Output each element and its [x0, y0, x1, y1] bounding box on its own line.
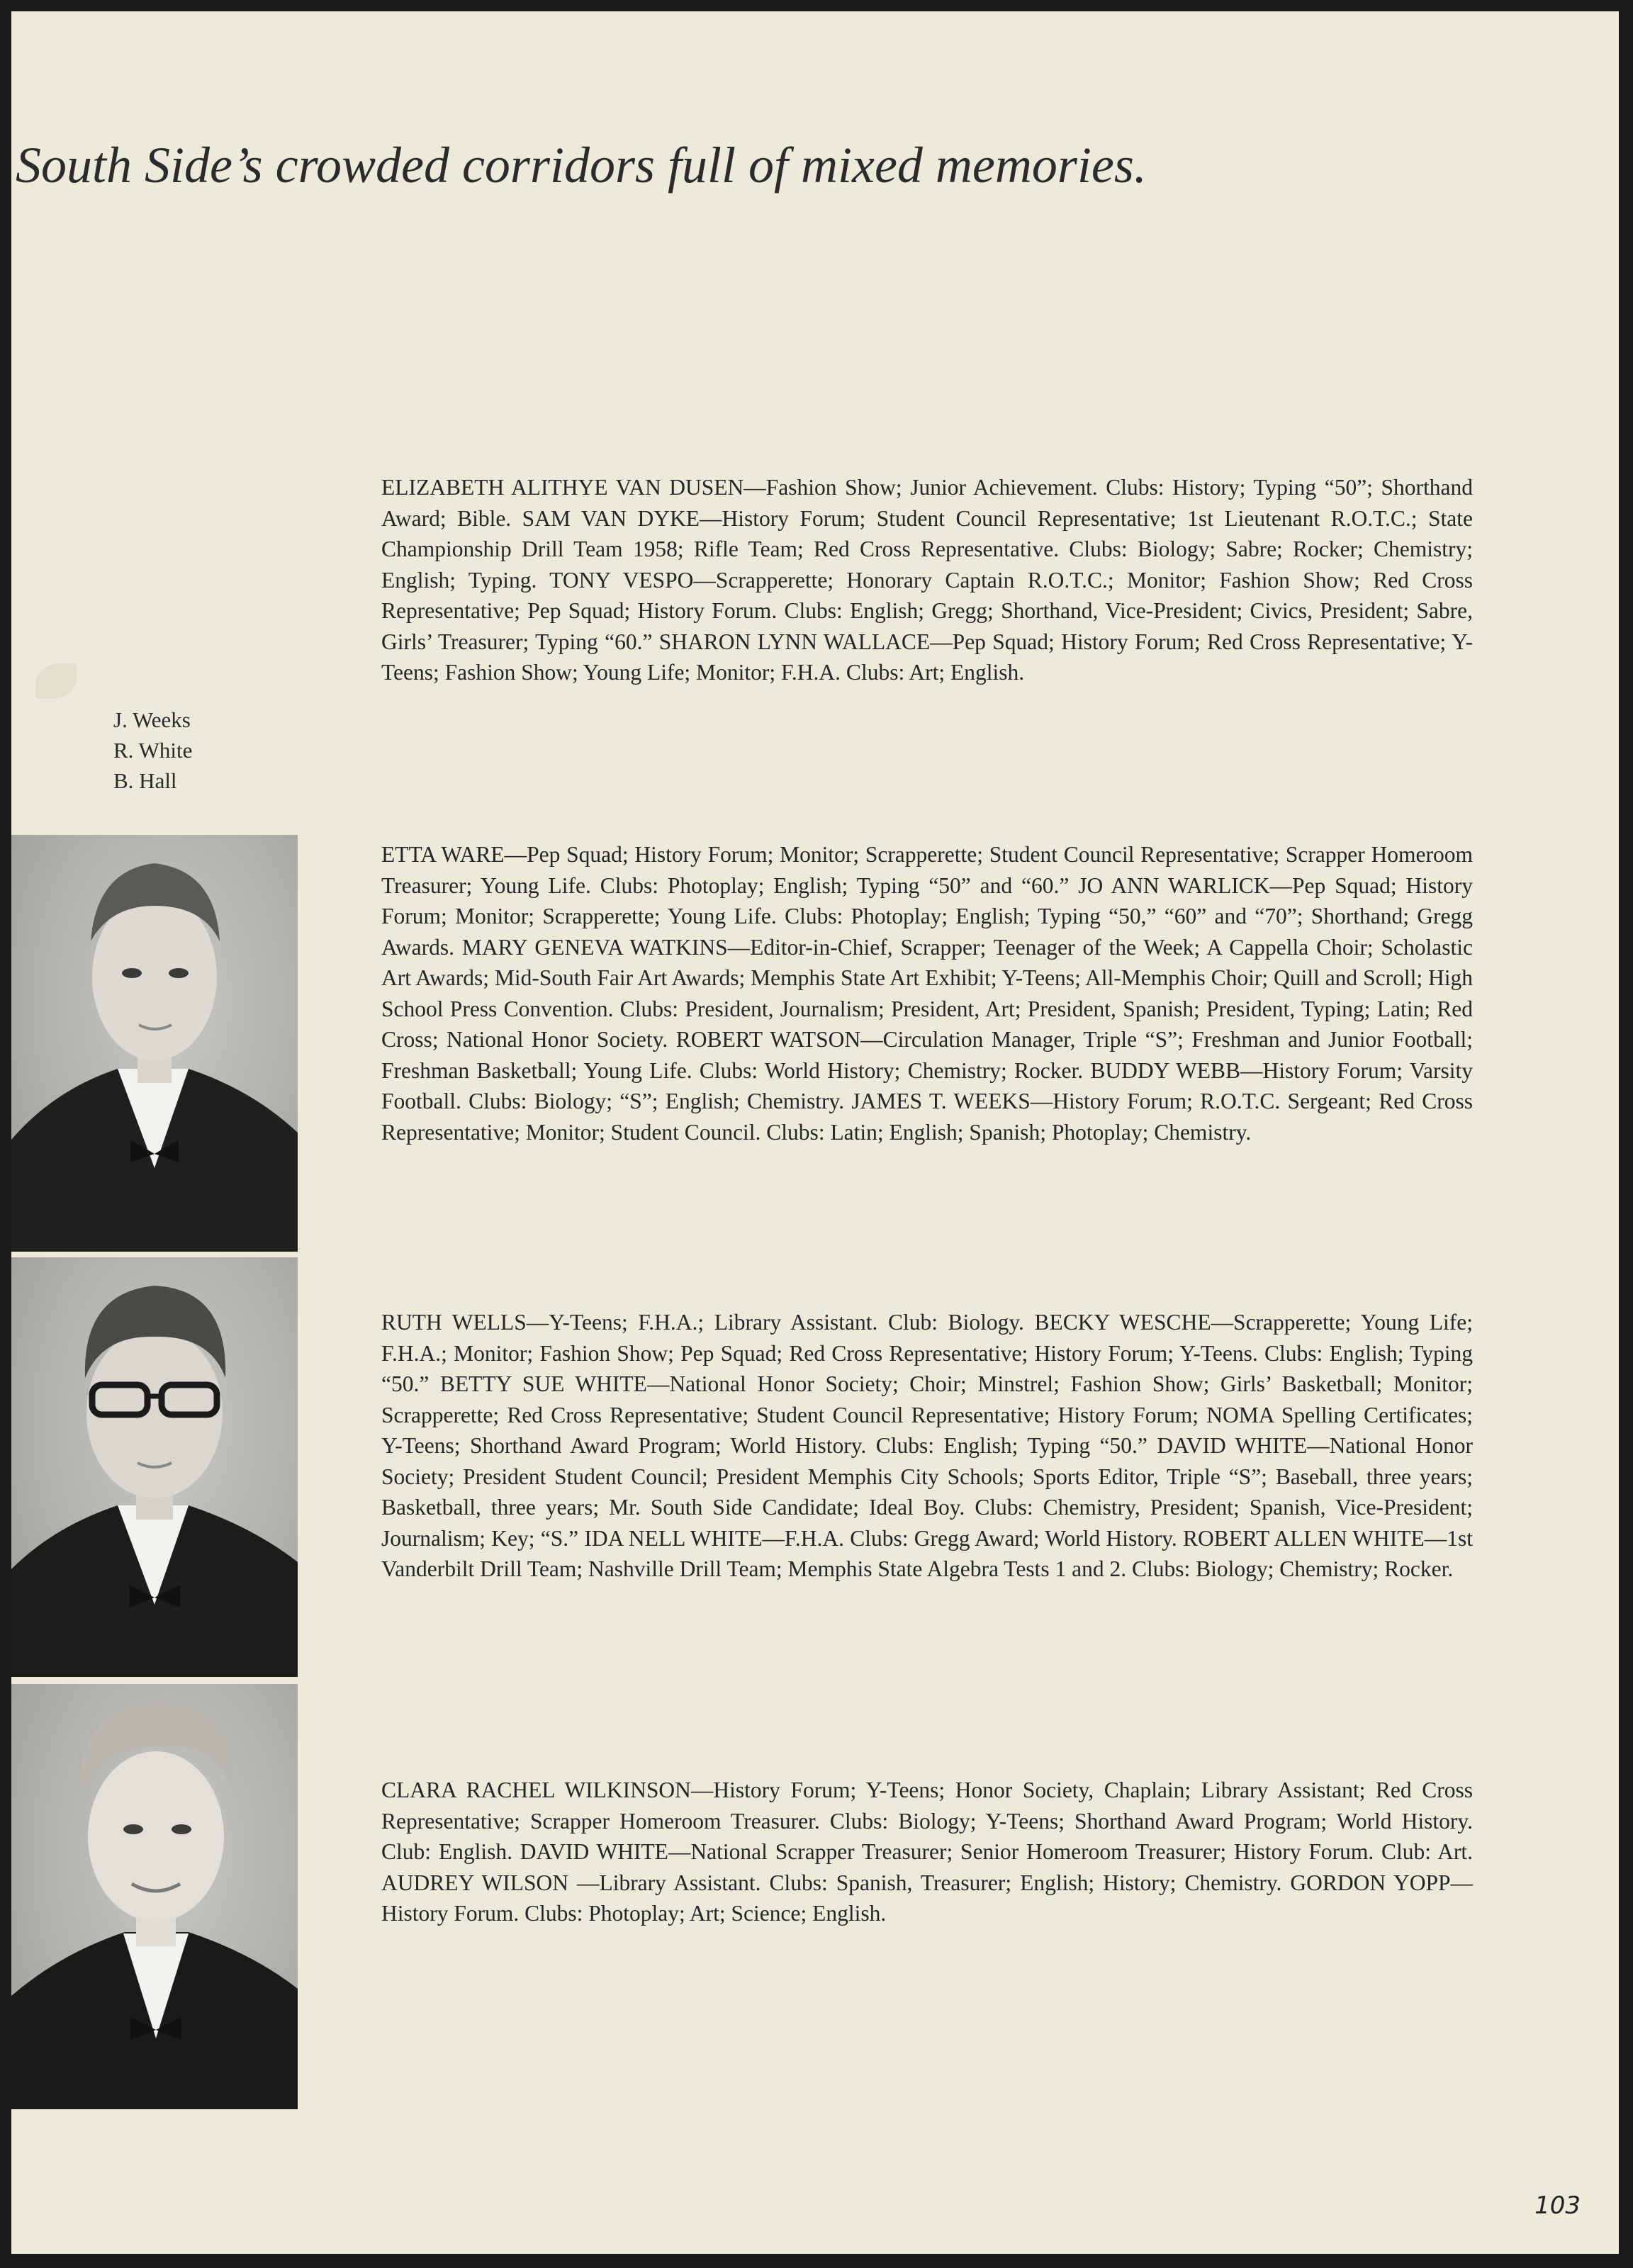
caption-white: R. White — [113, 738, 193, 763]
portrait-photo-white — [11, 1257, 298, 1677]
caption-weeks: J. Weeks — [113, 707, 191, 732]
page-number: 103 — [1534, 2191, 1581, 2220]
photo-captions — [113, 704, 192, 796]
bio-paragraph-wilkinson: CLARA RACHEL WILKINSON—History Forum; Y-Teens; Honor Society, Chaplain; Library Assistant; Red Cross Representative; Scrapper Homeroom Treasurer. Clubs: Biology; Y-Teens; Shorthand Award Program; World History. Club: English. DAVID WHITE—National Scrapper Treasurer; Senior Homeroom Treasurer; History Forum. Club: Art. AUDREY WILSON —Library Assistant. Clubs: Spanish, Treasurer; English; History; Chemistry. GORDON YOPP—History Forum. Clubs: Photoplay; Art; Science; English. — [381, 1778, 1473, 1926]
bio-paragraph-van-dusen: ELIZABETH ALITHYE VAN DUSEN—Fashion Show; Junior Achievement. Clubs: History; Typing “50”; Shorthand Award; Bible. SAM VAN DYKE—History Forum; Student Council Representative; 1st Lieutenant R.O.T.C.; State Championship Drill Team 1958; Rifle Team; Red Cross Representative. Clubs: Biology; Sabre; Rocker; Chemistry; English; Typing. TONY VESPO—Scrapperette; Honorary Captain R.O.T.C.; Monitor; Fashion Show; Red Cross Representative; Pep Squad; History Forum. Clubs: English; Gregg; Shorthand, Vice-President; Civics, President; Sabre, Girls’ Treasurer; Typing “60.” SHARON LYNN WALLACE—Pep Squad; History Forum; Red Cross Representative; Y-Teens; Fashion Show; Young Life; Monitor; F.H.A. Clubs: Art; English. — [381, 475, 1473, 685]
caption-hall: B. Hall — [113, 768, 177, 793]
bio-paragraph-ware: ETTA WARE—Pep Squad; History Forum; Monitor; Scrapperette; Student Council Representative; Scrapper Homeroom Treasurer; Young Life. Clubs: Photoplay; English; Typing “50” and “60.” JO ANN WARLICK—Pep Squad; History Forum; Monitor; Scrapperette; Young Life. Clubs: Photoplay; English; Typing “50,” “60” and “70”; Shorthand; Gregg Awards. MARY GENEVA WATKINS—Editor-in-Chief, Scrapper; Teenager of the Week; A Cappella Choir; Scholastic Art Awards; Mid-South Fair Art Awards; Memphis State Art Exhibit; Y-Teens; All-Memphis Choir; Quill and Scroll; High School Press Convention. Clubs: President, Journalism; President, Art; President, Spanish; President, Typing; Latin; Red Cross; National Honor Society. ROBERT WATSON—Circulation Manager, Triple “S”; Freshman and Junior Football; Freshman Basketball; Young Life. Clubs: World History; Chemistry; Rocker. BUDDY WEBB—History Forum; Varsity Football. Clubs: Biology; “S”; English; Chemistry. JAMES T. WEEKS—History Forum; R.O.T.C. Sergeant; Red Cross Representative; Monitor; Student Council. Clubs: Latin; English; Spanish; Photoplay; Chemistry. — [381, 842, 1473, 1145]
bio-paragraph-wells: RUTH WELLS—Y-Teens; F.H.A.; Library Assistant. Club: Biology. BECKY WESCHE—Scrapperette; Young Life; F.H.A.; Monitor; Fashion Show; Pep Squad; Red Cross Representative; History Forum; Y-Teens. Clubs: English; Typing “50.” BETTY SUE WHITE—National Honor Society; Choir; Minstrel; Fashion Show; Girls’ Basketball; Monitor; Scrapperette; Red Cross Representative; Student Council Representative; History Forum; NOMA Spelling Certificates; Y-Teens; Shorthand Award Program; World History. Clubs: English; Typing “50.” DAVID WHITE—National Honor Society; President Student Council; President Memphis City Schools; Sports Editor, Triple “S”; Baseball, three years; Basketball, three years; Mr. South Side Candidate; Ideal Boy. Clubs: Chemistry, President; Spanish, Vice-President; Journalism; Key; “S.” IDA NELL WHITE—F.H.A. Clubs: Gregg Award; World History. ROBERT ALLEN WHITE—1st Vanderbilt Drill Team; Nashville Drill Team; Memphis State Algebra Tests 1 and 2. Clubs: Biology; Chemistry; Rocker. — [381, 1310, 1473, 1581]
portrait-photo-hall — [11, 1684, 298, 2109]
leaf-watermark — [35, 663, 77, 699]
yearbook-page — [11, 11, 1619, 2254]
portrait-photo-weeks — [11, 835, 298, 1252]
page-heading: South Side’s crowded corridors full of mixed memories. — [16, 137, 1147, 193]
